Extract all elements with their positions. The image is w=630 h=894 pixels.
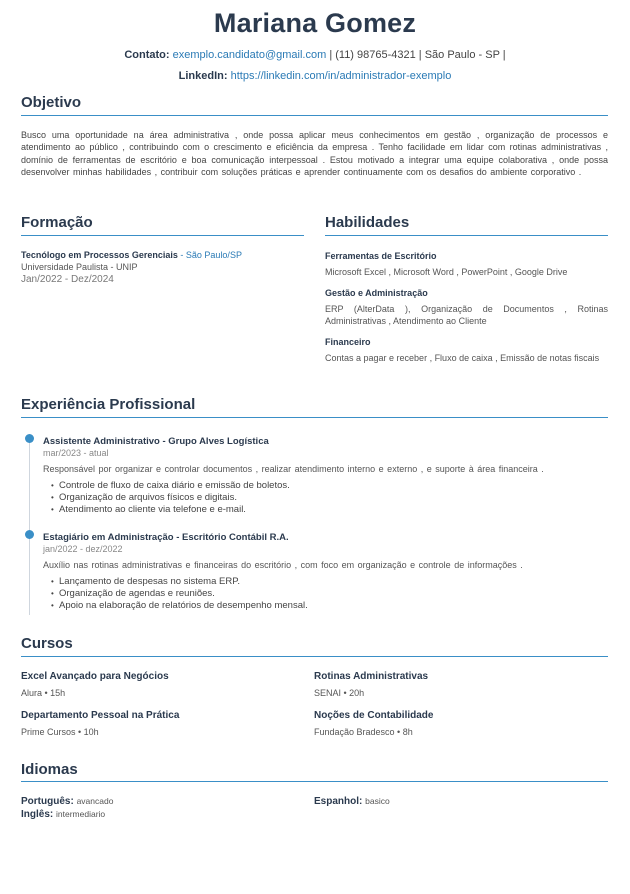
- languages-title: Idiomas: [21, 761, 78, 778]
- job-period: mar/2023 - atual: [43, 448, 109, 458]
- skill-heading: Gestão e Administração: [325, 288, 428, 298]
- phone-location: | (11) 98765-4321 | São Paulo - SP |: [329, 49, 506, 61]
- language-name: Português:: [21, 796, 74, 807]
- contact-label: Contato:: [124, 49, 170, 61]
- job-title: Estagiário em Administração - Escritório Contábil R.A.: [43, 532, 289, 543]
- job-bullets: [51, 576, 308, 612]
- course-detail: Alura • 15h: [21, 688, 66, 698]
- contact-line: [0, 49, 630, 61]
- course-detail: Prime Cursos • 10h: [21, 727, 99, 737]
- course-name: Excel Avançado para Negócios: [21, 671, 169, 682]
- job-bullet: • Atendimento ao cliente via telefone e e-mail.: [51, 504, 290, 516]
- language-level: intermediario: [56, 809, 106, 819]
- education-location: - São Paulo/SP: [177, 250, 242, 260]
- job-period: jan/2022 - dez/2022: [43, 544, 123, 554]
- education-course: [21, 250, 242, 260]
- timeline-dot: [25, 530, 34, 539]
- education-title: Formação: [21, 214, 93, 231]
- job-bullet: • Controle de fluxo de caixa diário e emissão de boletos.: [51, 480, 290, 492]
- email-link[interactable]: exemplo.candidato@gmail.com: [172, 49, 327, 61]
- linkedin-label: LinkedIn:: [178, 70, 228, 82]
- experience-divider: [21, 417, 608, 418]
- course-name: Rotinas Administrativas: [314, 671, 429, 682]
- education-period: Jan/2022 - Dez/2024: [21, 274, 114, 285]
- skill-heading: Ferramentas de Escritório: [325, 251, 437, 261]
- job-bullet: • Apoio na elaboração de relatórios de desempenho mensal.: [51, 600, 308, 612]
- objective-text: Busco uma oportunidade na área administrativa , onde possa aplicar meus conhecimentos em gestão , organização de processos e atendimento ao público , contribuindo com o crescimento e eficiência da empresa . Tenho facilidade em lidar com rotinas administrativas , domínio de ferramentas de escritório e boa comunicação interpessoal . Estou motivado a integrar uma equipe colaborativa , onde possa desenvolver minhas habilidades , contribuir com soluções práticas e aprender continuamente com os desafios do ambiente corporativo .: [21, 130, 608, 178]
- skills-title: Habilidades: [325, 214, 410, 231]
- course-detail: Fundação Bradesco • 8h: [314, 727, 413, 737]
- education-course-name: Tecnólogo em Processos Gerenciais: [21, 250, 178, 260]
- job-bullet: • Lançamento de despesas no sistema ERP.: [51, 576, 308, 588]
- experience-title: Experiência Profissional: [21, 396, 196, 413]
- job-title: Assistente Administrativo - Grupo Alves Logística: [43, 436, 269, 447]
- timeline-line: [29, 438, 30, 615]
- course-detail: SENAI • 20h: [314, 688, 365, 698]
- skill-heading: Financeiro: [325, 337, 371, 347]
- language-level: avancado: [76, 796, 114, 806]
- language-item: [21, 796, 113, 807]
- courses-title: Cursos: [21, 635, 73, 652]
- education-divider: [21, 235, 304, 236]
- candidate-name: Mariana Gomez: [213, 8, 417, 38]
- language-name: Inglês:: [21, 809, 54, 820]
- languages-divider: [21, 781, 608, 782]
- skill-text: Contas a pagar e receber , Fluxo de caixa , Emissão de notas fiscais: [325, 353, 600, 363]
- language-item: [21, 809, 105, 820]
- job-bullets: [51, 480, 290, 516]
- skill-text: ERP (AlterData ), Organização de Documentos , Rotinas Administrativas , Atendimento ao Cliente: [325, 304, 608, 327]
- courses-divider: [21, 656, 608, 657]
- job-description: Responsável por organizar e controlar documentos , realizar atendimento interno e externo , e suporte à área financeira .: [43, 464, 544, 474]
- objective-divider: [21, 115, 608, 116]
- language-item: [314, 796, 390, 807]
- job-description: Auxílio nas rotinas administrativas e financeiras do escritório , com foco em organização e controle de informações .: [43, 560, 523, 570]
- education-school: Universidade Paulista - UNIP: [21, 262, 138, 272]
- linkedin-line: [0, 70, 630, 82]
- job-bullet: • Organização de agendas e reuniões.: [51, 588, 308, 600]
- skills-divider: [325, 235, 608, 236]
- language-level: basico: [365, 796, 390, 806]
- course-name: Departamento Pessoal na Prática: [21, 710, 180, 721]
- language-name: Espanhol:: [314, 796, 363, 807]
- skill-text: Microsoft Excel , Microsoft Word , PowerPoint , Google Drive: [325, 267, 568, 277]
- course-name: Noções de Contabilidade: [314, 710, 434, 721]
- objective-title: Objetivo: [21, 94, 82, 111]
- timeline-dot: [25, 434, 34, 443]
- job-bullet: • Organização de arquivos físicos e digitais.: [51, 492, 290, 504]
- linkedin-link[interactable]: https://linkedin.com/in/administrador-exemplo: [230, 70, 452, 82]
